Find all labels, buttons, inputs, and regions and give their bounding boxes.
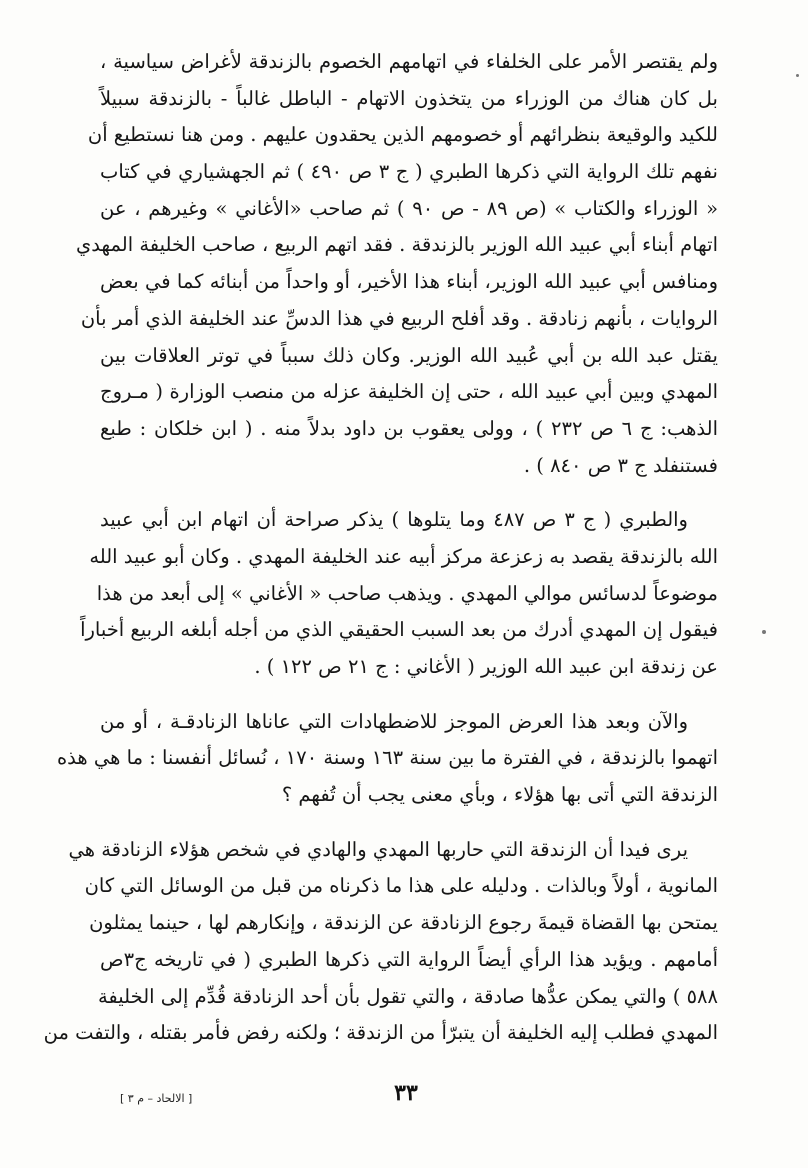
text-line: فيقول إن المهدي أدرك من بعد السبب الحقيقي الذي من أجله أبلغه الربيع أخباراً	[80, 618, 718, 642]
text-line: والآن وبعد هذا العرض الموجز للاضطهادات التي عاناها الزنادقـة ، أو من	[100, 709, 688, 733]
text-line: يمتحن بها القضاة قيمةَ رجوع الزنادقة عن الزندقة ، وإنكارهم لها ، حينما يمثلون	[89, 911, 718, 935]
paragraph-3	[56, 704, 718, 814]
text-line: موضوعاً لدسائس موالي المهدي . ويذهب صاحب « الأغاني » إلى أبعد من هذا	[96, 581, 718, 605]
paper-speck	[762, 630, 766, 634]
text-line: ولم يقتصر الأمر على الخلفاء في اتهامهم الخصوم بالزندقة لأغراض سياسية ،	[100, 50, 718, 73]
paragraph-2	[80, 502, 718, 685]
text-line: الذهب: ج ٦ ص ٢٣٢ ) ، وولى يعقوب بن داود بدلاً منه . ( ابن خلكان : طبع	[100, 416, 718, 440]
text-line: نفهم تلك الرواية التي ذكرها الطبري ( ج ٣ ص ٤٩٠ ) ثم الجهشياري في كتاب	[100, 160, 718, 184]
text-line: يرى فيدا أن الزندقة التي حاربها المهدي والهادي في شخص هؤلاء الزنادقة هي	[68, 837, 688, 861]
text-line: اتهام أبناء أبي عبيد الله الوزير بالزندقة . فقد اتهم الربيع ، صاحب الخليفة المهدي	[76, 233, 718, 257]
text-line: للكيد والوقيعة بنظرائهم أو خصومهم الذين يحقدون عليهم . ومن هنا نستطيع أن	[87, 123, 718, 147]
text-line: بل كان هناك من الوزراء من يتخذون الاتهام - الباطل غالباً - بالزندقة سبيلاً	[100, 86, 718, 110]
page-number: ٣٣	[394, 1080, 418, 1106]
text-line: الله بالزندقة يقصد به زعزعة مركز أبيه عند الخليفة المهدي . وكان أبو عبيد الله	[89, 544, 718, 568]
paragraph-1	[76, 44, 719, 484]
paper-speck	[796, 74, 799, 77]
text-line: أمامهم . ويؤيد هذا الرأي أيضاً الرواية التي ذكرها الطبري ( في تاريخه ج٣ص	[100, 947, 718, 971]
text-line: يقتل عبد الله بن أبي عُبيد الله الوزير. وكان ذلك سبباً في توتر العلاقات بين	[100, 343, 718, 367]
paragraph-gap	[100, 484, 718, 502]
paragraph-4	[43, 832, 718, 1052]
text-line: « الوزراء والكتاب » (ص ٨٩ - ص ٩٠ ) ثم صاحب «الأغاني » وغيرهم ، عن	[100, 196, 719, 220]
text-line: المانوية ، أولاً وبالذات . ودليله على هذا ما ذكرناه من قبل من الوسائل التي كان	[84, 874, 718, 898]
paragraph-gap	[100, 814, 718, 832]
text-line: والطبري ( ج ٣ ص ٤٨٧ وما يتلوها ) يذكر صراحة أن اتهام ابن أبي عبيد	[100, 508, 688, 532]
text-line: اتهموا بالزندقة ، في الفترة ما بين سنة ١٦٣ وسنة ١٧٠ ، نُسائل أنفسنا : ما هي هذه	[56, 746, 718, 770]
text-line: المهدي وبين أبي عبيد الله ، حتى إن الخليفة عزله من منصب الوزارة ( مـروج	[100, 380, 718, 404]
text-line: المهدي فطلب إليه الخليفة أن يتبرّأ من الزندقة ؛ ولكنه رفض فأمر بقتله ، والتفت من	[43, 1021, 718, 1045]
text-line: عن زندقة ابن عبيد الله الوزير ( الأغاني : ج ٢١ ص ١٢٢ ) .	[254, 655, 718, 678]
text-line: ومنافس أبي عبيد الله الوزير، أبناء هذا الأخير، أو واحداً من أبنائه كما في بعض	[100, 270, 718, 294]
signature-mark: [ الالحاد – م ٣ ]	[120, 1092, 193, 1105]
text-line: الروايات ، بأنهم زنادقة . وقد أفلح الربيع في هذا الدسِّ عند الخليفة الذي أمر بأن	[80, 306, 718, 330]
text-line: ٥٨٨ ) والتي يمكن عدُّها صادقة ، والتي تقول بأن أحد الزنادقة قُدِّم إلى الخليفة	[97, 984, 718, 1008]
paragraph-gap	[100, 686, 718, 704]
text-line: الزندقة التي أتى بها هؤلاء ، وبأي معنى يجب أن تُفهم ؟	[281, 783, 718, 807]
text-line: فستنفلد ج ٣ ص ٨٤٠ ) .	[523, 453, 718, 477]
body-text	[43, 44, 719, 1052]
